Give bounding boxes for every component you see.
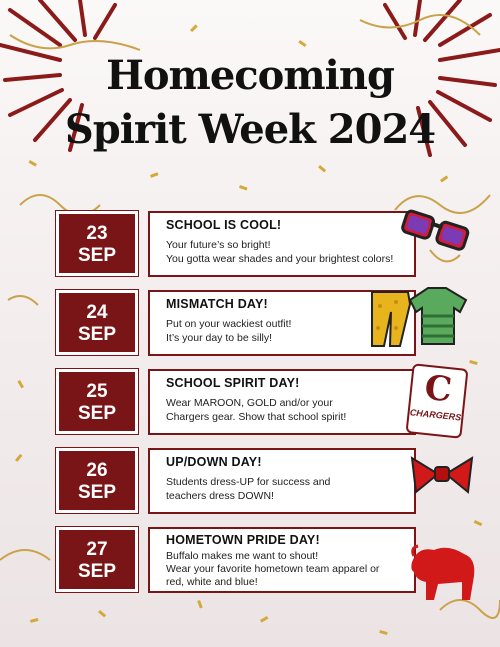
mismatched-clothes-icon xyxy=(366,284,474,350)
logo-text: CHARGERS xyxy=(409,407,462,423)
day-description-line: teachers dress DOWN! xyxy=(166,490,274,502)
date-badge xyxy=(56,211,138,276)
date-month: SEP xyxy=(77,482,117,503)
date-month: SEP xyxy=(77,324,117,345)
day-description-line: red, white and blue! xyxy=(166,576,258,588)
chargers-logo-icon xyxy=(405,363,468,438)
date-badge xyxy=(56,527,138,592)
date-badge xyxy=(56,448,138,513)
logo-letter: C xyxy=(422,367,454,411)
page-title-line1: Homecoming xyxy=(106,52,394,99)
date-month: SEP xyxy=(77,561,117,582)
day-description-line: Students dress-UP for success and xyxy=(166,476,331,488)
date-day: 26 xyxy=(86,460,108,481)
day-description-line: Put on your wackiest outfit! xyxy=(166,318,292,330)
day-description-line: You gotta wear shades and your brightest colors! xyxy=(166,253,394,265)
day-description-line: Wear your favorite hometown team apparel or xyxy=(166,563,380,575)
sunglasses-icon xyxy=(398,203,470,265)
date-day: 23 xyxy=(86,223,108,244)
day-card xyxy=(148,448,416,514)
day-description-line: Buffalo makes me want to shout! xyxy=(166,550,319,562)
day-card xyxy=(148,527,416,593)
day-description-line: It’s your day to be silly! xyxy=(166,332,273,344)
day-theme: SCHOOL SPIRIT DAY! xyxy=(166,376,300,390)
date-day: 25 xyxy=(86,381,108,402)
date-month: SEP xyxy=(77,403,117,424)
bow-tie-icon xyxy=(408,452,476,498)
day-card xyxy=(148,211,416,277)
day-description-line: Wear MAROON, GOLD and/or your xyxy=(166,397,333,409)
day-description-line: Your future’s so bright! xyxy=(166,239,271,251)
day-card xyxy=(148,369,416,435)
day-theme: SCHOOL IS COOL! xyxy=(166,218,282,232)
date-day: 24 xyxy=(86,302,108,323)
day-theme: MISMATCH DAY! xyxy=(166,297,268,311)
day-theme: UP/DOWN DAY! xyxy=(166,455,262,469)
buffalo-icon xyxy=(408,542,480,604)
day-description-line: Chargers gear. Show that school spirit! xyxy=(166,411,347,423)
date-badge xyxy=(56,369,138,434)
date-month: SEP xyxy=(77,245,117,266)
date-badge xyxy=(56,290,138,355)
day-theme: HOMETOWN PRIDE DAY! xyxy=(166,533,320,547)
date-day: 27 xyxy=(86,539,108,560)
page-title-line2: Spirit Week 2024 xyxy=(64,106,436,153)
